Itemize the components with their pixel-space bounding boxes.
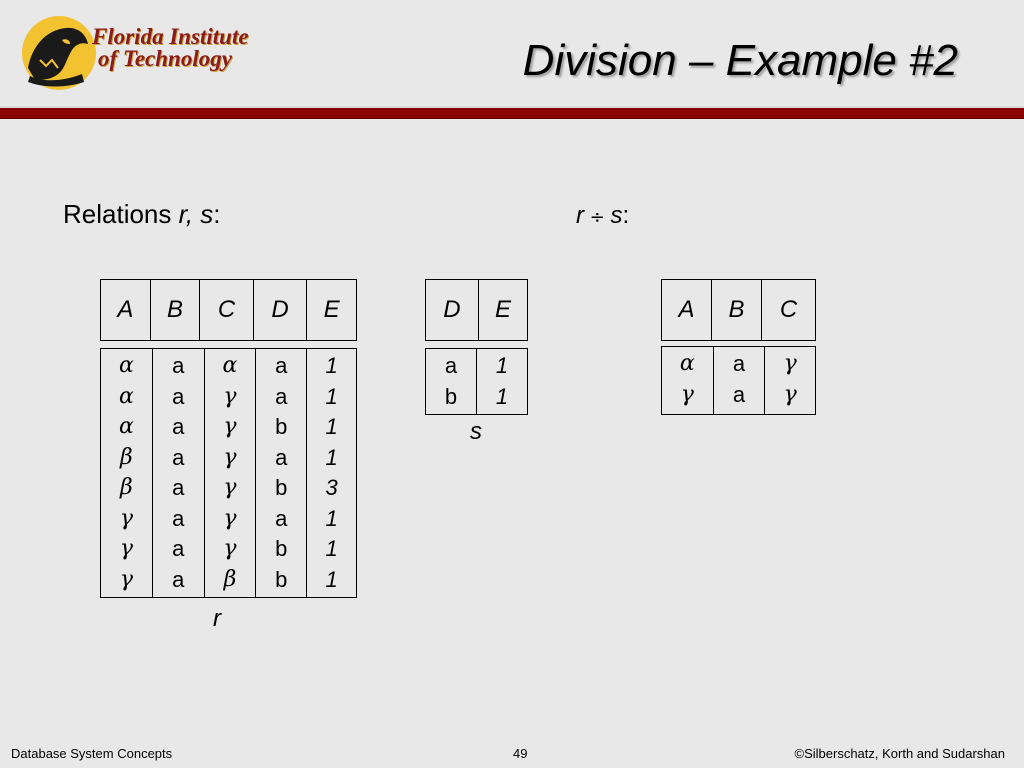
cell-value: a	[732, 381, 746, 407]
cell-value: a	[275, 505, 288, 531]
column-cell	[152, 349, 204, 598]
column-cell	[256, 349, 307, 598]
column-cell	[307, 349, 357, 598]
cell-value: 1	[325, 505, 338, 531]
result-relation-body	[661, 346, 816, 415]
cell-value: γ	[119, 566, 133, 592]
cell-value: α	[222, 353, 238, 378]
relation-r-label: r	[213, 605, 221, 632]
column-cell	[765, 347, 816, 415]
cell-value: a	[172, 475, 185, 500]
cell-value: b	[275, 475, 288, 500]
cell-value: γ	[223, 444, 237, 470]
cell-value: 1	[495, 353, 509, 378]
title-divider-bar	[0, 106, 1024, 119]
header-cell: B	[150, 280, 200, 341]
cell-value: γ	[119, 536, 133, 561]
column-cell	[713, 347, 765, 415]
result-relation-header	[661, 279, 816, 341]
cell-value: γ	[223, 383, 237, 409]
column-cell	[426, 349, 477, 415]
cell-value: γ	[223, 414, 237, 439]
cell-value: a	[172, 353, 185, 378]
cell-value: α	[118, 353, 134, 378]
cell-value: a	[275, 383, 288, 409]
cell-value: b	[275, 414, 288, 439]
cell-value: a	[275, 444, 288, 470]
cell-value: α	[118, 414, 134, 439]
header-cell: D	[253, 280, 307, 341]
caption-prefix: Relations	[63, 199, 179, 229]
cell-value: a	[172, 414, 185, 439]
cell-value: 1	[325, 353, 338, 378]
cell-value: γ	[119, 505, 133, 531]
cell-value: 1	[325, 414, 338, 439]
column-cell	[662, 347, 714, 415]
header-cell: B	[712, 280, 762, 341]
cell-value: β	[120, 475, 133, 500]
relation-s-header	[425, 279, 528, 341]
cell-value: γ	[223, 505, 237, 531]
relation-r-body	[100, 348, 357, 598]
cell-value: a	[172, 383, 185, 409]
header-cell: C	[200, 280, 254, 341]
footer-course: Database System Concepts	[11, 746, 173, 761]
cell-value: b	[275, 566, 288, 592]
header-cell: E	[478, 280, 527, 341]
cell-value: γ	[223, 475, 237, 500]
caption-suffix: :	[213, 199, 221, 229]
cell-value: a	[732, 351, 746, 376]
relation-s-body	[425, 348, 528, 415]
cell-value: 1	[325, 444, 338, 470]
result-caption-suffix: :	[622, 202, 630, 229]
header-cell: C	[762, 280, 816, 341]
header-cell: E	[307, 280, 357, 341]
cell-value: γ	[223, 536, 237, 561]
relations-caption	[63, 199, 221, 230]
cell-value: a	[172, 536, 185, 561]
cell-value: 3	[325, 475, 338, 500]
cell-value: a	[444, 353, 458, 378]
cell-value: 1	[325, 536, 338, 561]
cell-value: b	[444, 383, 458, 409]
cell-value: a	[172, 505, 185, 531]
cell-value: γ	[680, 381, 694, 407]
footer-page-number: 49	[513, 746, 528, 761]
fit-logo	[18, 12, 258, 90]
panther-emblem-icon	[22, 16, 96, 90]
cell-value: 1	[325, 383, 338, 409]
cell-value: a	[172, 566, 185, 592]
relation-r-header	[100, 279, 357, 341]
column-cell	[204, 349, 256, 598]
logo-line-1: Florida Institute	[92, 24, 249, 49]
cell-value: α	[679, 351, 695, 376]
institution-name	[92, 26, 249, 70]
result-caption-r: r	[576, 202, 584, 229]
cell-value: γ	[783, 351, 797, 376]
column-cell	[477, 349, 528, 415]
cell-value: β	[223, 566, 237, 592]
cell-value: β	[120, 444, 133, 470]
header-cell: A	[101, 280, 151, 341]
logo-line-2: of Technology	[98, 46, 232, 71]
relation-s-label: s	[470, 418, 482, 445]
header-cell: A	[662, 280, 712, 341]
cell-value: γ	[783, 381, 797, 407]
slide-title: Division – Example #2	[522, 36, 958, 85]
division-operator: ÷	[584, 207, 611, 228]
result-caption-s: s	[610, 202, 623, 229]
result-caption	[576, 202, 629, 230]
cell-value: α	[118, 383, 134, 409]
cell-value: 1	[495, 383, 509, 409]
cell-value: 1	[325, 566, 338, 592]
header-cell: D	[426, 280, 479, 341]
cell-value: b	[275, 536, 288, 561]
column-cell	[101, 349, 153, 598]
cell-value: a	[172, 444, 185, 470]
footer-copyright: ©Silberschatz, Korth and Sudarshan	[794, 746, 1005, 761]
caption-vars: r, s	[178, 199, 214, 229]
cell-value: a	[275, 353, 288, 378]
